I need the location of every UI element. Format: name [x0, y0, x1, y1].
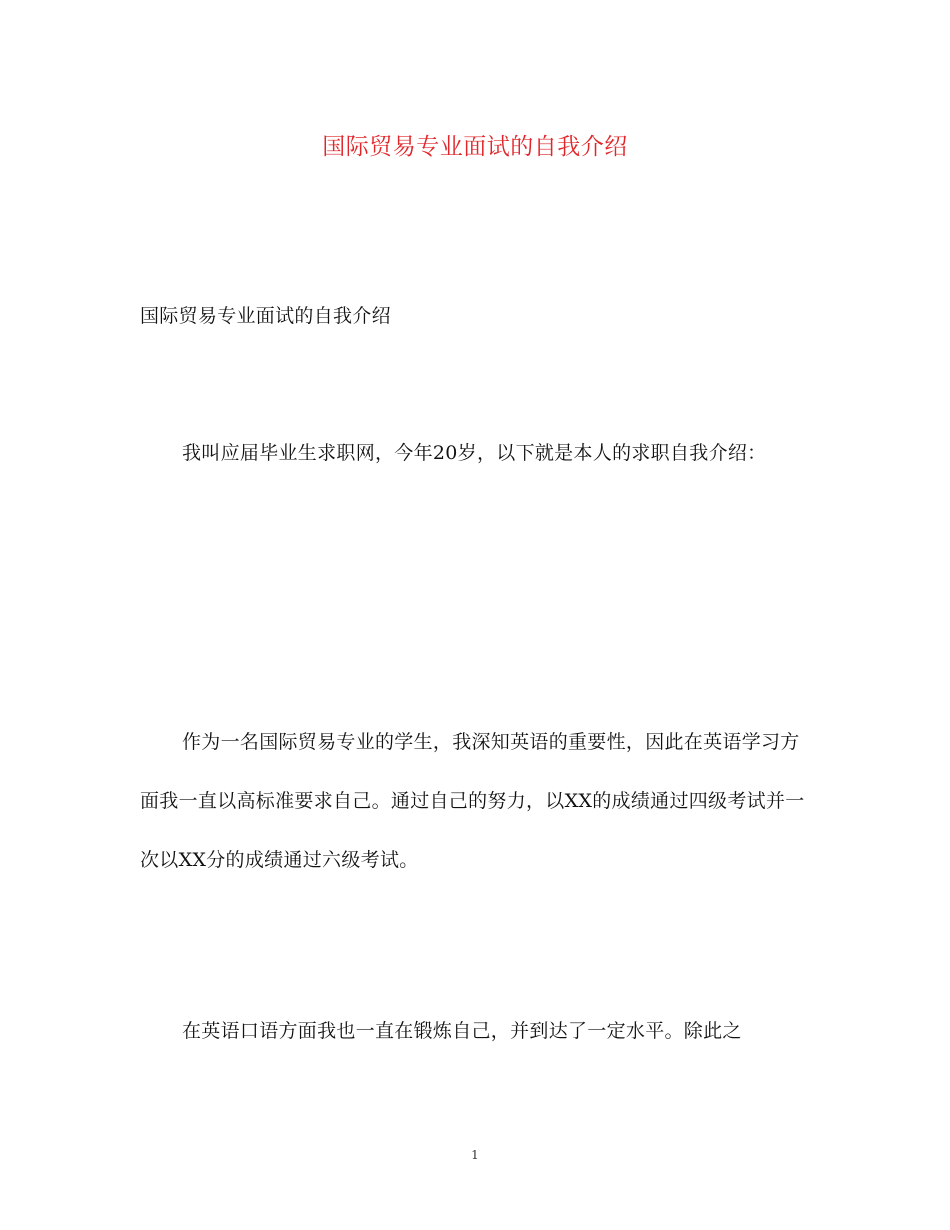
document-subtitle: 国际贸易专业面试的自我介绍	[140, 305, 391, 327]
page-number: 1	[471, 1148, 479, 1162]
document-title: 国际贸易专业面试的自我介绍	[322, 134, 628, 160]
paragraph-1: 我叫应届毕业生求职网，今年20岁，以下就是本人的求职自我介绍：	[182, 442, 767, 464]
paragraph-2: 作为一名国际贸易专业的学生，我深知英语的重要性，因此在英语学习方面我一直以高标准要求自己。通过自己的努力，以XX的成绩通过四级考试并一次以XX分的成绩通过六级考试。	[140, 731, 805, 871]
paragraph-3: 在英语口语方面我也一直在锻炼自己，并到达了一定水平。除此之	[182, 1020, 742, 1042]
